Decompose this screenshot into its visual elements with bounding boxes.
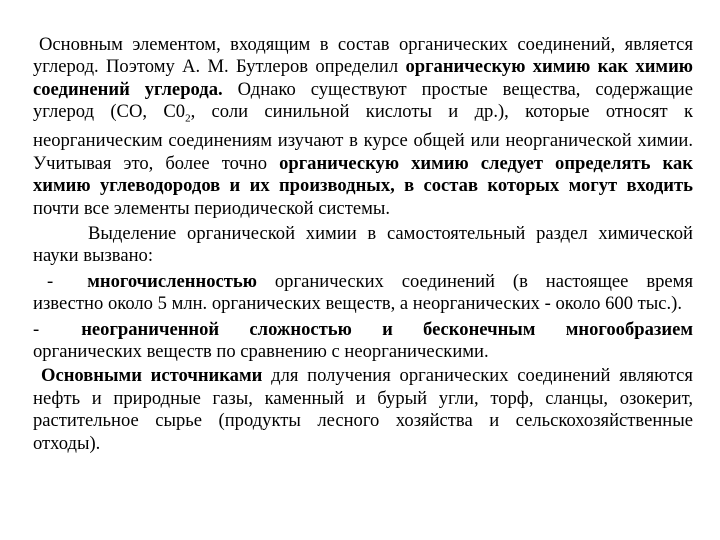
paragraph-reasons-intro bbox=[33, 223, 693, 268]
paragraph1-bold-1: органическую химию как химию соединений углерода. bbox=[33, 56, 693, 100]
paragraph1-subscript: 2 bbox=[185, 112, 191, 125]
document-page bbox=[33, 34, 693, 455]
list-item-complexity bbox=[33, 319, 693, 364]
item1-text: органических соединений (в настоящее время известно около 5 млн. органических веществ, а неорганических - около 600 тыс.). bbox=[33, 270, 693, 315]
list-item-dash: - bbox=[33, 318, 40, 340]
paragraph3-bold: Основными источниками bbox=[41, 365, 263, 387]
paragraph1-text-2: Однако существуют простые вещества, содержащие углерод (СО, С0 bbox=[33, 78, 693, 123]
paragraph2-text: Выделение органической химии в самостоятельный раздел химической науки вызвано: bbox=[33, 222, 693, 267]
paragraph-definition bbox=[33, 34, 693, 220]
list-item-dash: - bbox=[47, 270, 54, 292]
paragraph1-text-1: Основным элементом, входящим в состав органических соединений, является углерод. Поэтому А. М. Бутлеров определил bbox=[33, 34, 693, 78]
item2-text: органических веществ по сравнению с неорганическими. bbox=[33, 341, 489, 362]
paragraph1-bold-2: органическую химию следует определять как химию углеводородов и их производных, в состав которых могут входить bbox=[33, 152, 693, 197]
item1-bold: многочисленностью bbox=[87, 270, 257, 292]
item2-bold: неограниченной сложностью и бесконечным многообразием bbox=[81, 318, 693, 340]
paragraph1-text-3: , соли синильной кислоты и др.), которые относят к неорганическим соединениям изучают в курсе общей или неорганической химии. Учитывая это, более точно bbox=[33, 101, 694, 174]
paragraph1-text-4: почти все элементы периодической системы. bbox=[33, 197, 390, 219]
list-item-multiplicity bbox=[33, 271, 693, 316]
paragraph-sources bbox=[33, 365, 693, 455]
paragraph3-text: для получения органических соединений являются нефть и природные газы, каменный и бурый угли, торф, сланцы, озокерит, растительное сырье (продукты лесного хозяйства и сельскохозяйственные отходы). bbox=[33, 365, 693, 454]
